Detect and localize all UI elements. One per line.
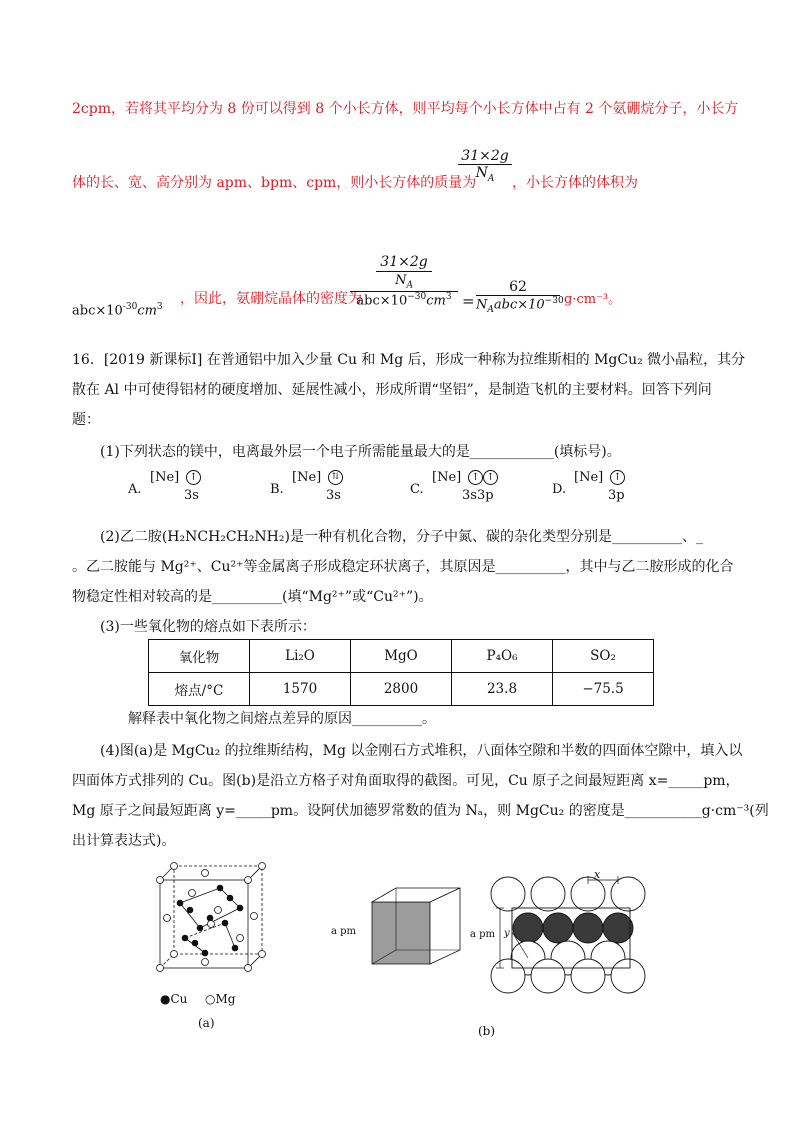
up-arrow-icon: ↑ bbox=[186, 470, 201, 485]
answer-line-2a: 体的长、宽、高分别为 apm、bpm、cpm，则小长方体的质量为 bbox=[72, 175, 477, 191]
volume-unit: cm bbox=[137, 303, 157, 319]
option-a-core: [Ne] bbox=[150, 470, 180, 485]
up-arrow-icon: ↑ bbox=[468, 470, 483, 485]
density-unit: g·cm⁻³。 bbox=[564, 292, 622, 307]
option-a-label: A. bbox=[128, 482, 142, 497]
table-header-cell: Li₂O bbox=[250, 640, 351, 673]
option-c-core: [Ne] bbox=[432, 470, 462, 485]
option-c-orbital: 3s3p bbox=[462, 488, 494, 503]
option-d-orbital: 3p bbox=[608, 488, 625, 503]
table-cell: 23.8 bbox=[452, 673, 553, 706]
option-b-orbital: 3s bbox=[326, 488, 341, 503]
density-num-bot: N bbox=[395, 273, 407, 288]
caption-b: (b) bbox=[478, 1024, 496, 1038]
up-arrow-icon: ↑ bbox=[483, 470, 498, 485]
part-4-line-1: (4)图(a)是 MgCu₂ 的拉维斯结构，Mg 以金刚石方式堆积，八面体空隙和半数的四面体空隙中，填入以 bbox=[100, 743, 743, 759]
density-fraction bbox=[350, 254, 458, 308]
mass-fraction-den: N bbox=[475, 165, 488, 181]
result-num: 62 bbox=[509, 279, 527, 295]
volume-expression bbox=[72, 302, 163, 318]
part-3: (3)一些氧化物的熔点如下表所示： bbox=[100, 619, 316, 635]
figure-b-cross-section bbox=[490, 866, 650, 996]
result-den-b: abc×10 bbox=[493, 297, 545, 313]
volume-unit-exp: 3 bbox=[156, 302, 163, 312]
y-label: y bbox=[504, 928, 510, 939]
part-2-line-3: 物稳定性相对较高的是__________(填“Mg²⁺”或“Cu²⁺”)。 bbox=[72, 589, 433, 605]
result-den-a: N bbox=[476, 297, 488, 313]
density-den-unit-exp: 3 bbox=[445, 291, 452, 302]
table-cell: 熔点/°C bbox=[149, 673, 250, 706]
mass-fraction-den-sub: A bbox=[487, 173, 495, 184]
result-fraction bbox=[476, 279, 564, 315]
answer-line-3-mid: ，因此，氨硼烷晶体的密度为 bbox=[180, 291, 362, 307]
part-4-line-4: 出计算表达式)。 bbox=[72, 833, 176, 849]
q16-line-1: 16．[2019 新课标Ⅰ] 在普通铝中加入少量 Cu 和 Mg 后，形成一种称为拉维斯相的 MgCu₂ 微小晶粒，其分 bbox=[72, 352, 746, 368]
density-num-bot-sub: A bbox=[406, 280, 413, 291]
part-1: (1)下列状态的镁中，电离最外层一个电子所需能量最大的是____________(填标号)。 bbox=[100, 444, 621, 460]
table-row bbox=[149, 673, 654, 706]
density-den: abc×10 bbox=[356, 292, 408, 308]
table-cell: 2800 bbox=[351, 673, 452, 706]
cross-section-height-label: a pm bbox=[470, 929, 496, 940]
q16-line-2: 散在 Al 中可使得铝材的硬度增加、延展性减小，形成所谓“坚铝”，是制造飞机的主要材料。回答下列问 bbox=[72, 382, 712, 398]
q16-line-3: 题： bbox=[72, 412, 100, 428]
volume-exp: -30 bbox=[122, 302, 138, 312]
mass-fraction-num: 31×2g bbox=[461, 148, 509, 164]
volume-base: abc×10 bbox=[72, 303, 123, 319]
table-cell: −75.5 bbox=[553, 673, 654, 706]
result-den-sub: A bbox=[487, 304, 494, 315]
up-arrow-icon: ↑ bbox=[610, 470, 625, 485]
answer-line-1: 2cpm，若将其平均分为 8 份可以得到 8 个小长方体，则平均每个小长方体中占有 2 个氨硼烷分子，小长方 bbox=[72, 101, 739, 117]
part-4-line-2: 四面体方式排列的 Cu。图(b)是沿立方格子对角面取得的截图。可见，Cu 原子之间最短距离 x=_____pm， bbox=[72, 773, 740, 789]
caption-a: (a) bbox=[198, 1016, 215, 1030]
equals-sign: = bbox=[462, 292, 475, 310]
table-header-cell: MgO bbox=[351, 640, 452, 673]
part-3-after: 解释表中氧化物之间熔点差异的原因__________。 bbox=[128, 711, 436, 727]
legend-cu: ●Cu bbox=[160, 992, 188, 1006]
melting-point-table bbox=[148, 639, 654, 706]
table-cell: 1570 bbox=[250, 673, 351, 706]
figure-b-prism bbox=[362, 884, 472, 974]
result-den-exp: −30 bbox=[544, 296, 564, 306]
legend-mg: ○Mg bbox=[205, 992, 236, 1006]
option-b-core: [Ne] bbox=[292, 470, 322, 485]
mass-fraction bbox=[458, 148, 512, 184]
answer-line-2b: ，小长方体的体积为 bbox=[512, 175, 638, 191]
part-2-line-2: 。乙二胺能与 Mg²⁺、Cu²⁺等金属离子形成稳定环状离子，其原因是__________，其中与乙二胺形成的化合 bbox=[72, 559, 734, 575]
option-b-label: B. bbox=[270, 482, 284, 497]
part-4-line-3: Mg 原子之间最短距离 y=_____pm。设阿伏加德罗常数的值为 Nₐ，则 MgCu₂ 的密度是___________g·cm⁻³(列 bbox=[72, 803, 769, 819]
table-header-cell: SO₂ bbox=[553, 640, 654, 673]
table-header-cell: P₄O₆ bbox=[452, 640, 553, 673]
option-d-core: [Ne] bbox=[574, 470, 604, 485]
density-den-unit: cm bbox=[426, 292, 446, 308]
paired-arrows-icon: ⇅ bbox=[328, 470, 343, 485]
figure-a-crystal-structure bbox=[150, 858, 270, 988]
table-row bbox=[149, 640, 654, 673]
table-header-cell: 氧化物 bbox=[149, 640, 250, 673]
option-d-label: D. bbox=[552, 482, 567, 497]
x-label: x bbox=[594, 868, 601, 881]
part-2-line-1: (2)乙二胺(H₂NCH₂CH₂NH₂)是一种有机化合物，分子中氮、碳的杂化类型分别是__________、_ bbox=[100, 529, 703, 545]
density-den-exp: −30 bbox=[407, 291, 427, 302]
option-a-orbital: 3s bbox=[184, 488, 199, 503]
option-c-label: C. bbox=[410, 482, 424, 497]
prism-height-label: a pm bbox=[331, 926, 357, 937]
density-num-top: 31×2g bbox=[380, 254, 428, 270]
